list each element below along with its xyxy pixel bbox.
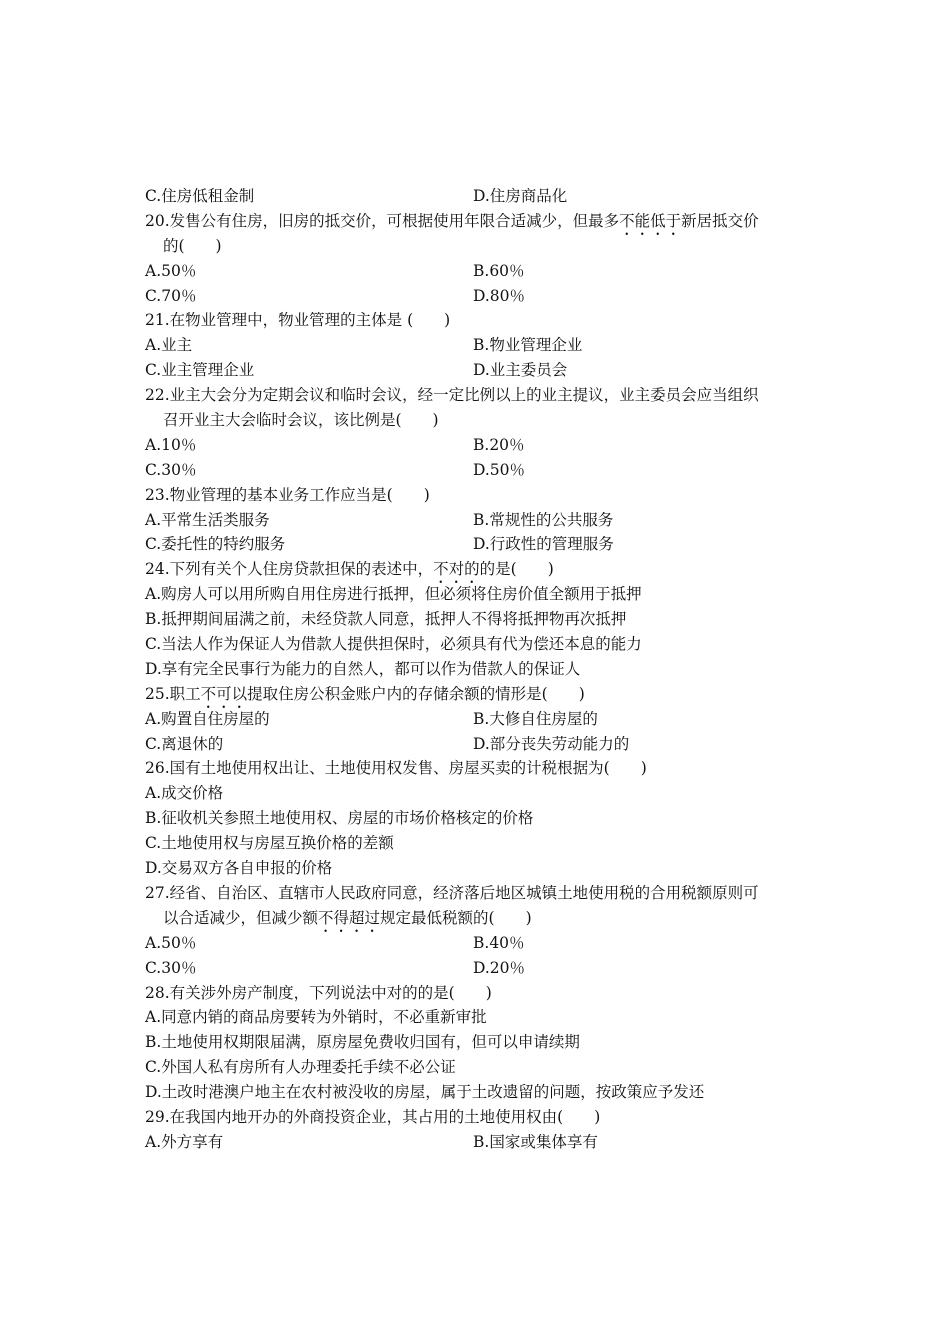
q21-option-a[interactable]: A.业主	[145, 336, 193, 355]
q24-option-c[interactable]: C.当法人作为保证人为借款人提供担保时，必须具有代为偿还本息的能力	[145, 635, 642, 654]
q20-stem-emphasis: 不能低于	[619, 211, 682, 230]
q27-stem-continuation	[145, 906, 815, 931]
q20-options-row-1	[145, 259, 815, 284]
q21-options-row-2	[145, 358, 815, 383]
q19-option-d[interactable]: D.住房商品化	[473, 187, 568, 205]
q27-option-d[interactable]: D.20％	[473, 958, 526, 977]
exam-page	[145, 184, 815, 1155]
q28-stem: 28.有关涉外房产制度，下列说法中对的的是( )	[145, 983, 492, 1002]
q20-option-c[interactable]: C.70％	[145, 286, 197, 305]
q23-option-a[interactable]: A.平常生活类服务	[145, 510, 270, 529]
q27-options-row-2	[145, 956, 815, 981]
q26-option-c[interactable]: C.土地使用权与房屋互换价格的差额	[145, 834, 394, 853]
q20-stem-continuation: 的( )	[163, 236, 222, 255]
q20-option-d[interactable]: D.80％	[473, 286, 526, 305]
q26-option-b[interactable]: B.征收机关参照土地使用权、房屋的市场价格核定的价格	[145, 809, 534, 828]
q20-stem-part-1: 20.发售公有住房，旧房的抵交价，可根据使用年限合适减少，但最多	[145, 211, 620, 230]
q21-option-b[interactable]: B.物业管理企业	[473, 336, 583, 355]
q27-stem-cont-part-2: 规定最低税额的( )	[380, 908, 532, 927]
q24-stem	[145, 557, 815, 582]
q21-stem: 21.在物业管理中，物业管理的主体是 ( )	[145, 311, 451, 330]
q24-stem-part-1: 24.下列有关个人住房贷款担保的表述中，	[145, 560, 434, 579]
q29-options-row-1	[145, 1130, 815, 1155]
q25-option-a[interactable]: A.购置自住房屋的	[145, 709, 270, 728]
q28-option-d[interactable]: D.土改时港澳户地主在农村被没收的房屋，属于土改遗留的问题，按政策应予发还	[145, 1083, 705, 1102]
q27-option-a[interactable]: A.50％	[145, 933, 197, 952]
q29-option-b[interactable]: B.国家或集体享有	[473, 1132, 598, 1151]
q23-options-row-1	[145, 508, 815, 533]
q25-option-d[interactable]: D.部分丧失劳动能力的	[473, 734, 630, 753]
q20-options-row-2	[145, 284, 815, 309]
q25-stem-part-2: 提取住房公积金账户内的存储余额的情形是( )	[247, 684, 585, 703]
q20-stem-part-2: 新居抵交价	[681, 211, 759, 230]
q19-options-row-2	[145, 184, 815, 209]
q20-stem	[145, 209, 815, 234]
q24-option-d[interactable]: D.享有完全民事行为能力的自然人，都可以作为借款人的保证人	[145, 659, 581, 678]
q25-options-row-1	[145, 707, 815, 732]
q23-option-d[interactable]: D.行政性的管理服务	[473, 535, 614, 554]
q22-options-row-1	[145, 433, 815, 458]
q26-option-d[interactable]: D.交易双方各自申报的价格	[145, 859, 333, 878]
q29-stem: 29.在我国内地开办的外商投资企业，其占用的土地使用权由( )	[145, 1107, 601, 1126]
q23-stem: 23.物业管理的基本业务工作应当是( )	[145, 485, 430, 504]
q24-option-b[interactable]: B.抵押期间届满之前，未经贷款人同意，抵押人不得将抵押物再次抵押	[145, 610, 627, 629]
q22-stem-continuation: 召开业主大会临时会议，该比例是( )	[163, 411, 439, 430]
q20-option-a[interactable]: A.50％	[145, 261, 197, 280]
q23-option-c[interactable]: C.委托性的特约服务	[145, 535, 286, 554]
q23-option-b[interactable]: B.常规性的公共服务	[473, 510, 614, 529]
q25-option-c[interactable]: C.离退休的	[145, 734, 224, 753]
q28-option-c[interactable]: C.外国人私有房所有人办理委托手续不必公证	[145, 1058, 456, 1077]
q25-stem-emphasis: 不可以	[200, 684, 248, 703]
q27-stem-emphasis: 不得超过	[318, 908, 381, 927]
q28-option-b[interactable]: B.土地使用权期限届满，原房屋免费收归国有，但可以申请续期	[145, 1033, 580, 1052]
q22-stem: 22.业主大会分为定期会议和临时会议，经一定比例以上的业主提议，业主委员会应当组织	[145, 386, 759, 405]
q19-option-c[interactable]: C.住房低租金制	[145, 187, 255, 205]
q23-options-row-2	[145, 532, 815, 557]
q27-stem: 27.经省、自治区、直辖市人民政府同意，经济落后地区城镇土地使用税的合用税额原则可	[145, 883, 759, 902]
q22-option-d[interactable]: D.50％	[473, 460, 526, 479]
q27-stem-cont-part-1: 以合适减少，但减少额	[163, 908, 319, 927]
q22-option-a[interactable]: A.10％	[145, 435, 197, 454]
q25-stem	[145, 682, 815, 707]
q24-stem-part-2: 的是( )	[479, 560, 554, 579]
q22-option-b[interactable]: B.20％	[473, 435, 525, 454]
q27-options-row-1	[145, 931, 815, 956]
q24-option-a[interactable]: A.购房人可以用所购自用住房进行抵押，但必须将住房价值全额用于抵押	[145, 585, 642, 604]
q25-stem-part-1: 25.职工	[145, 684, 201, 703]
q20-option-b[interactable]: B.60％	[473, 261, 525, 280]
q26-stem: 26.国有土地使用权出让、土地使用权发售、房屋买卖的计税根据为( )	[145, 759, 647, 778]
q21-option-d[interactable]: D.业主委员会	[473, 361, 568, 380]
q28-option-a[interactable]: A.同意内销的商品房要转为外销时，不必重新审批	[145, 1008, 487, 1027]
q21-option-c[interactable]: C.业主管理企业	[145, 361, 255, 380]
q22-options-row-2	[145, 458, 815, 483]
q25-options-row-2	[145, 732, 815, 757]
q22-option-c[interactable]: C.30％	[145, 460, 197, 479]
q25-option-b[interactable]: B.大修自住房屋的	[473, 709, 598, 728]
q27-option-b[interactable]: B.40％	[473, 933, 525, 952]
q21-options-row-1	[145, 333, 815, 358]
q26-option-a[interactable]: A.成交价格	[145, 784, 224, 803]
q24-stem-emphasis: 不对的	[433, 560, 480, 579]
q29-option-a[interactable]: A.外方享有	[145, 1132, 224, 1151]
q27-option-c[interactable]: C.30％	[145, 958, 197, 977]
